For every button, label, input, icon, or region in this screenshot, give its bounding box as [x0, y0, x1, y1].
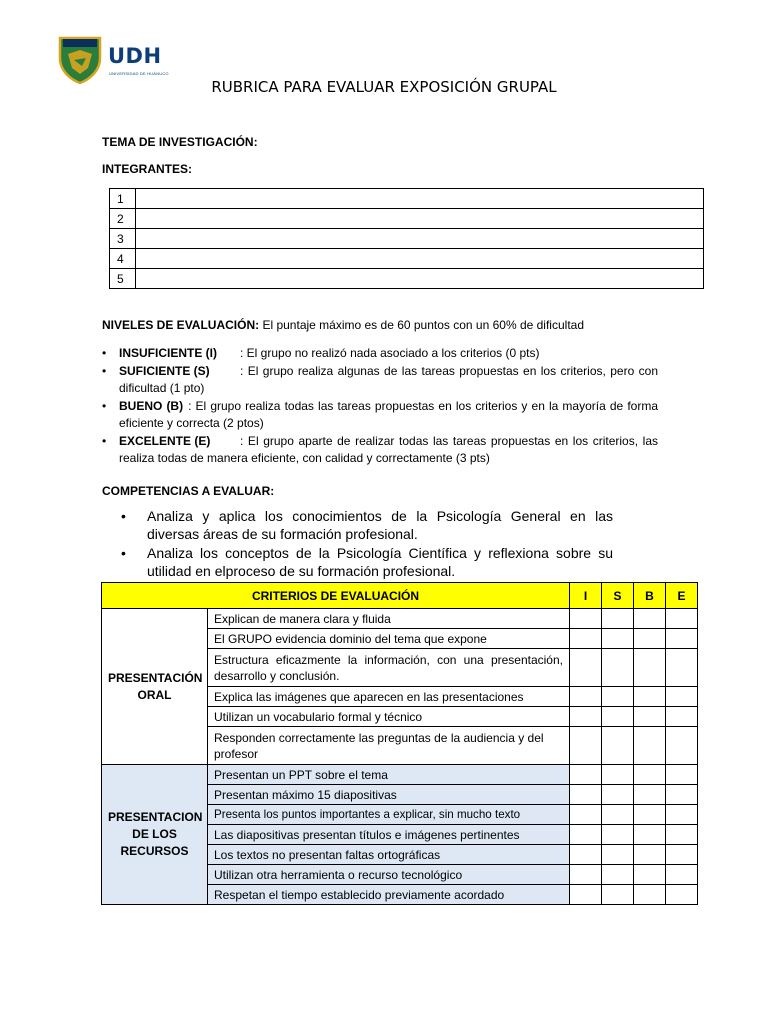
- score-b-cell[interactable]: [634, 805, 666, 825]
- criterion: Explica las imágenes que aparecen en las presentaciones: [208, 687, 570, 707]
- brand-name: UDH: [108, 44, 162, 68]
- nivel-item: [100, 363, 658, 398]
- member-name-cell[interactable]: [136, 229, 704, 249]
- tema-label: TEMA DE INVESTIGACIÓN:: [102, 135, 258, 149]
- score-i-cell[interactable]: [570, 727, 602, 765]
- score-i-cell[interactable]: [570, 649, 602, 687]
- competencia-item: • Analiza y aplica los conocimientos de la Psicología General en las diversas áreas de su formación profesional.: [120, 507, 613, 543]
- score-i-cell[interactable]: [570, 865, 602, 885]
- rubric-table: [101, 582, 698, 905]
- score-e-cell[interactable]: [666, 865, 698, 885]
- score-b-cell[interactable]: [634, 727, 666, 765]
- criterion: Las diapositivas presentan títulos e imágenes pertinentes: [208, 825, 570, 845]
- header-e: E: [666, 583, 698, 609]
- member-number: 2: [110, 209, 136, 229]
- score-e-cell[interactable]: [666, 609, 698, 629]
- rubric-row: [102, 765, 698, 785]
- score-i-cell[interactable]: [570, 845, 602, 865]
- score-s-cell[interactable]: [602, 687, 634, 707]
- rubric-header-row: [102, 583, 698, 609]
- criterion: El GRUPO evidencia dominio del tema que expone: [208, 629, 570, 649]
- score-b-cell[interactable]: [634, 687, 666, 707]
- score-b-cell[interactable]: [634, 649, 666, 687]
- criterion: Respetan el tiempo establecido previamente acordado: [208, 885, 570, 905]
- criterion: Los textos no presentan faltas ortográficas: [208, 845, 570, 865]
- nivel-item: [100, 398, 658, 433]
- score-i-cell[interactable]: [570, 805, 602, 825]
- member-number: 1: [110, 189, 136, 209]
- score-s-cell[interactable]: [602, 825, 634, 845]
- score-e-cell[interactable]: [666, 805, 698, 825]
- member-row: [110, 189, 704, 209]
- score-b-cell[interactable]: [634, 825, 666, 845]
- document-title: RUBRICA PARA EVALUAR EXPOSICIÓN GRUPAL: [211, 78, 557, 96]
- score-e-cell[interactable]: [666, 765, 698, 785]
- score-b-cell[interactable]: [634, 865, 666, 885]
- member-row: [110, 249, 704, 269]
- member-row: [110, 229, 704, 249]
- score-s-cell[interactable]: [602, 845, 634, 865]
- score-i-cell[interactable]: [570, 609, 602, 629]
- score-i-cell[interactable]: [570, 885, 602, 905]
- score-i-cell[interactable]: [570, 825, 602, 845]
- member-number: 3: [110, 229, 136, 249]
- member-row: [110, 269, 704, 289]
- criterion: Presentan un PPT sobre el tema: [208, 765, 570, 785]
- nivel-desc: : El grupo aparte de realizar todas las tareas propuestas en los criterios, las realiza todas de manera eficiente, con calidad y correctamente (3 pts): [119, 433, 658, 465]
- score-b-cell[interactable]: [634, 765, 666, 785]
- niveles-heading: [102, 318, 584, 332]
- criterion: Estructura eficazmente la información, con una presentación, desarrollo y conclusión.: [208, 649, 570, 687]
- niveles-text: El puntaje máximo es de 60 puntos con un 60% de dificultad: [259, 318, 584, 332]
- nivel-name: INSUFICIENTE (I): [119, 346, 217, 360]
- niveles-label: NIVELES DE EVALUACIÓN:: [102, 318, 260, 332]
- score-e-cell[interactable]: [666, 825, 698, 845]
- nivel-name: SUFICIENTE (S): [119, 363, 210, 378]
- member-number: 4: [110, 249, 136, 269]
- score-e-cell[interactable]: [666, 845, 698, 865]
- nivel-desc: : El grupo realiza algunas de las tareas propuestas en los criterios, pero con dificultad (1 pto): [119, 363, 658, 395]
- score-s-cell[interactable]: [602, 785, 634, 805]
- group-presentacion-oral: PRESENTACIÓN ORAL: [102, 609, 208, 765]
- score-e-cell[interactable]: [666, 629, 698, 649]
- score-i-cell[interactable]: [570, 629, 602, 649]
- member-name-cell[interactable]: [136, 209, 704, 229]
- score-s-cell[interactable]: [602, 707, 634, 727]
- score-e-cell[interactable]: [666, 649, 698, 687]
- criterion: Presentan máximo 15 diapositivas: [208, 785, 570, 805]
- university-shield-icon: [58, 34, 102, 84]
- score-e-cell[interactable]: [666, 727, 698, 765]
- members-table: [109, 188, 704, 289]
- score-i-cell[interactable]: [570, 765, 602, 785]
- score-s-cell[interactable]: [602, 765, 634, 785]
- score-e-cell[interactable]: [666, 785, 698, 805]
- score-e-cell[interactable]: [666, 687, 698, 707]
- score-s-cell[interactable]: [602, 805, 634, 825]
- member-name-cell[interactable]: [136, 249, 704, 269]
- member-name-cell[interactable]: [136, 189, 704, 209]
- criterion: Utilizan un vocabulario formal y técnico: [208, 707, 570, 727]
- score-i-cell[interactable]: [570, 785, 602, 805]
- header-i: I: [570, 583, 602, 609]
- member-number: 5: [110, 269, 136, 289]
- member-name-cell[interactable]: [136, 269, 704, 289]
- score-e-cell[interactable]: [666, 885, 698, 905]
- score-i-cell[interactable]: [570, 707, 602, 727]
- header-b: B: [634, 583, 666, 609]
- nivel-item: [100, 345, 658, 363]
- score-b-cell[interactable]: [634, 785, 666, 805]
- nivel-desc: : El grupo realiza todas las tareas propuestas en los criterios y en la mayoría de forma eficiente y correcta (2 ptos): [119, 398, 659, 430]
- score-b-cell[interactable]: [634, 609, 666, 629]
- score-i-cell[interactable]: [570, 687, 602, 707]
- score-s-cell[interactable]: [602, 865, 634, 885]
- competencia-item: • Analiza los conceptos de la Psicología Científica y reflexiona sobre su utilidad en elproceso de su formación profesional.: [120, 544, 613, 580]
- score-e-cell[interactable]: [666, 707, 698, 727]
- member-row: [110, 209, 704, 229]
- competencias-list: [120, 507, 613, 581]
- score-s-cell[interactable]: [602, 727, 634, 765]
- score-s-cell[interactable]: [602, 609, 634, 629]
- group-presentacion-recursos: PRESENTACION DE LOS RECURSOS: [102, 765, 208, 905]
- nivel-name: EXCELENTE (E): [119, 433, 211, 448]
- criterion: Utilizan otra herramienta o recurso tecnológico: [208, 865, 570, 885]
- nivel-item: [100, 433, 658, 468]
- integrantes-label: INTEGRANTES:: [102, 162, 192, 176]
- rubric-row: [102, 609, 698, 629]
- criterion: Responden correctamente las preguntas de la audiencia y del profesor: [208, 727, 570, 765]
- competencias-label: COMPETENCIAS A EVALUAR:: [102, 484, 275, 498]
- brand-subtitle: UNIVERSIDAD DE HUÁNUCO: [109, 71, 169, 76]
- niveles-list: [100, 345, 658, 468]
- nivel-name: BUENO (B): [119, 398, 184, 413]
- score-s-cell[interactable]: [602, 649, 634, 687]
- criterion: Presenta los puntos importantes a explicar, sin mucho texto: [208, 805, 570, 825]
- score-s-cell[interactable]: [602, 629, 634, 649]
- score-b-cell[interactable]: [634, 845, 666, 865]
- nivel-desc: : El grupo no realizó nada asociado a los criterios (0 pts): [240, 346, 540, 360]
- score-b-cell[interactable]: [634, 885, 666, 905]
- score-b-cell[interactable]: [634, 629, 666, 649]
- header-criterios: CRITERIOS DE EVALUACIÓN: [102, 583, 570, 609]
- score-b-cell[interactable]: [634, 707, 666, 727]
- criterion: Explican de manera clara y fluida: [208, 609, 570, 629]
- header-s: S: [602, 583, 634, 609]
- score-s-cell[interactable]: [602, 885, 634, 905]
